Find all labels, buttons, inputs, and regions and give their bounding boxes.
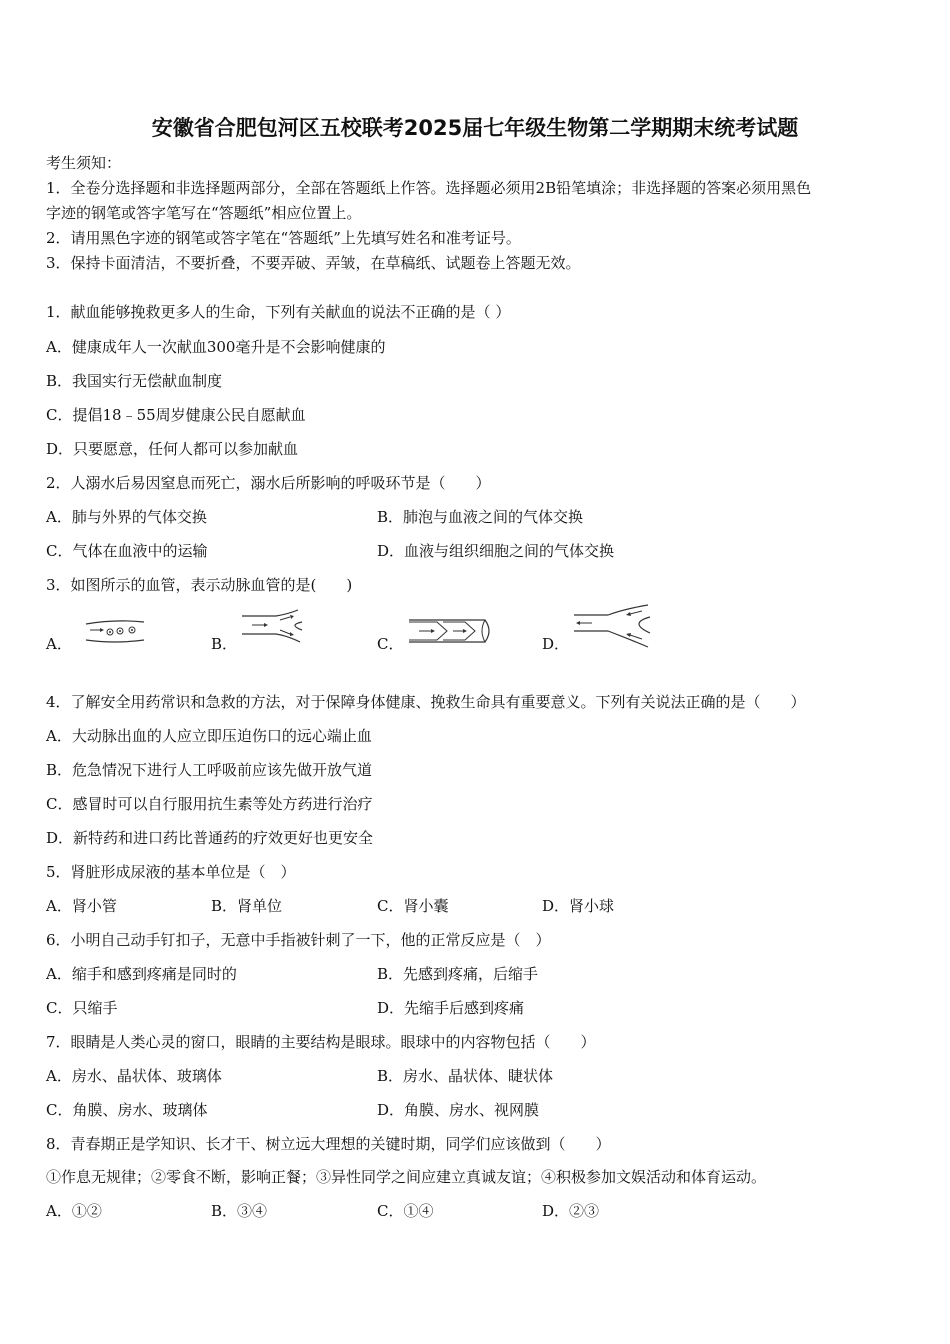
q6-option-a: A．缩手和感到疼痛是同时的 xyxy=(46,965,237,983)
notice-line-2: 2．请用黑色字迹的钢笔或答字笔在“答题纸”上先填写姓名和准考证号。 xyxy=(46,229,521,247)
page-title: 安徽省合肥包河区五校联考2025届七年级生物第二学期期末统考试题 xyxy=(151,116,799,140)
q5-option-c: C．肾小囊 xyxy=(377,897,449,915)
notice-line-3: 3．保持卡面清洁，不要折叠，不要弄破、弄皱，在草稿纸、试题卷上答题无效。 xyxy=(46,254,581,272)
q3-vessel-a-image xyxy=(82,616,148,646)
notice-heading: 考生须知： xyxy=(46,154,122,172)
q7-option-a: A．房水、晶状体、玻璃体 xyxy=(46,1067,222,1085)
q1-option-c: C．提倡18﹣55周岁健康公民自愿献血 xyxy=(46,406,306,424)
q7-option-d: D．角膜、房水、视网膜 xyxy=(377,1101,540,1119)
q3-option-d: D． xyxy=(542,635,570,653)
q3-option-c: C． xyxy=(377,635,404,653)
q7-option-c: C．角膜、房水、玻璃体 xyxy=(46,1101,208,1119)
q6-option-b: B．先感到疼痛，后缩手 xyxy=(377,965,539,983)
q3-option-a: A． xyxy=(46,635,72,653)
q5-option-d: D．肾小球 xyxy=(542,897,615,915)
q8-option-b: B．③④ xyxy=(211,1202,268,1220)
q2-option-c: C．气体在血液中的运输 xyxy=(46,542,208,560)
notice-line-1: 1．全卷分选择题和非选择题两部分，全部在答题纸上作答。选择题必须用2B铅笔填涂；非选择题的答案必须用黑色 xyxy=(46,179,812,197)
q2-option-d: D．血液与组织细胞之间的气体交换 xyxy=(377,542,615,560)
q3-stem: 3．如图所示的血管，表示动脉血管的是( ) xyxy=(46,576,353,594)
q6-option-c: C．只缩手 xyxy=(46,999,118,1017)
q8-option-c: C．①④ xyxy=(377,1202,434,1220)
q3-vessel-b-image xyxy=(240,608,306,646)
q4-option-c: C．感冒时可以自行服用抗生素等处方药进行治疗 xyxy=(46,795,373,813)
q6-option-d: D．先缩手后感到疼痛 xyxy=(377,999,525,1017)
q5-option-b: B．肾单位 xyxy=(211,897,283,915)
q4-option-a: A．大动脉出血的人应立即压迫伤口的远心端止血 xyxy=(46,727,372,745)
q6-stem: 6．小明自己动手钉扣子，无意中手指被针刺了一下，他的正常反应是（ ） xyxy=(46,931,551,949)
q4-option-b: B．危急情况下进行人工呼吸前应该先做开放气道 xyxy=(46,761,373,779)
q1-stem: 1．献血能够挽救更多人的生命，下列有关献血的说法不正确的是（ ） xyxy=(46,303,511,321)
q5-option-a: A．肾小管 xyxy=(46,897,117,915)
q7-option-b: B．房水、晶状体、睫状体 xyxy=(377,1067,554,1085)
q2-option-a: A．肺与外界的气体交换 xyxy=(46,508,207,526)
q2-stem: 2．人溺水后易因窒息而死亡，溺水后所影响的呼吸环节是（ ） xyxy=(46,474,491,492)
q3-option-b: B． xyxy=(211,635,238,653)
q1-option-a: A．健康成年人一次献血300毫升是不会影响健康的 xyxy=(46,338,386,356)
q5-stem: 5．肾脏形成尿液的基本单位是（ ） xyxy=(46,863,296,881)
q3-vessel-d-image xyxy=(572,603,652,649)
q8-option-a: A．①② xyxy=(46,1202,102,1220)
q2-option-b: B．肺泡与血液之间的气体交换 xyxy=(377,508,584,526)
q4-option-d: D．新特药和进口药比普通药的疗效更好也更安全 xyxy=(46,829,374,847)
q8-option-d: D．②③ xyxy=(542,1202,600,1220)
q7-stem: 7．眼睛是人类心灵的窗口，眼睛的主要结构是眼球。眼球中的内容物包括（ ） xyxy=(46,1033,596,1051)
notice-line-1-cont: 字迹的钢笔或答字笔写在“答题纸”相应位置上。 xyxy=(46,204,362,222)
q8-items: ①作息无规律；②零食不断，影响正餐；③异性同学之间应建立真诚友谊；④积极参加文娱活动和体育运动。 xyxy=(46,1168,767,1186)
q1-option-b: B．我国实行无偿献血制度 xyxy=(46,372,223,390)
q1-option-d: D．只要愿意，任何人都可以参加献血 xyxy=(46,440,299,458)
q4-stem: 4．了解安全用药常识和急救的方法，对于保障身体健康、挽救生命具有重要意义。下列有关说法正确的是（ ） xyxy=(46,693,806,711)
q3-vessel-c-image xyxy=(407,616,495,646)
q8-stem: 8．青春期正是学知识、长才干、树立远大理想的关键时期，同学们应该做到（ ） xyxy=(46,1135,611,1153)
